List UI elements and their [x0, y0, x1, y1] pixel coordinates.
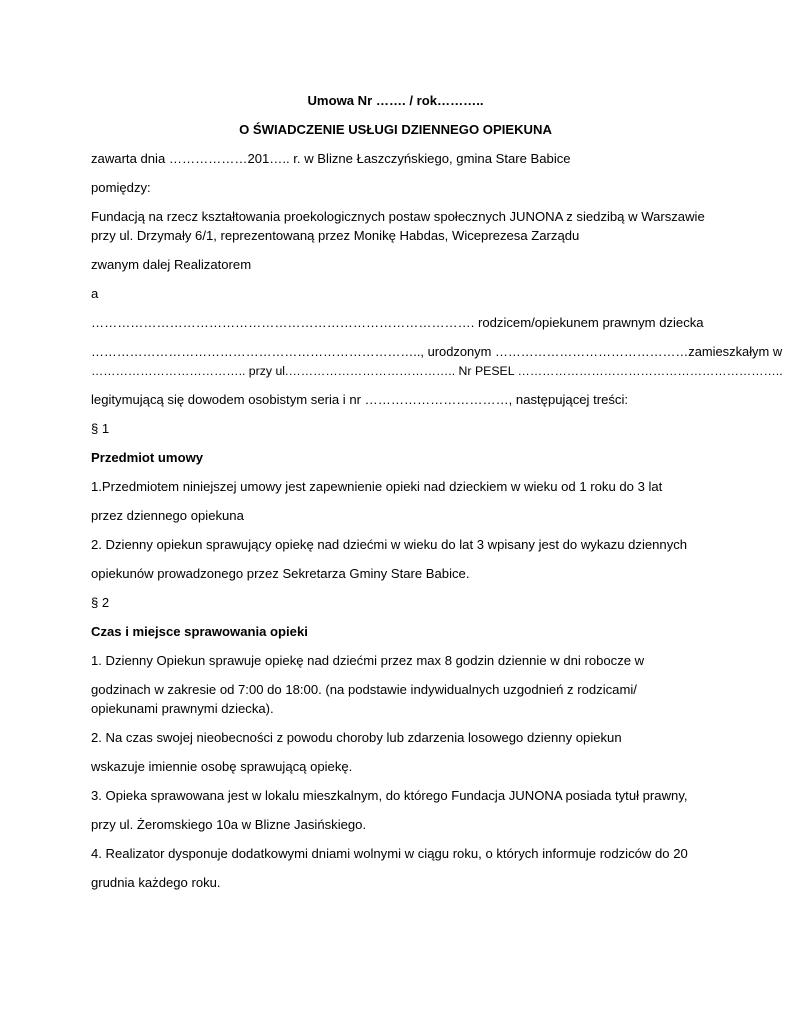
child-line1: ………………………………………………………………….., urodzonym ………………………………………zamieszkałym w [91, 344, 783, 359]
section2-p1-line2: godzinach w zakresie od 7:00 do 18:00. (na podstawie indywidualnych uzgodnień z rodzicami/ [91, 682, 637, 697]
document-title: Umowa Nr ……. / rok……….. [307, 93, 484, 108]
section2-p1-line1: 1. Dzienny Opiekun sprawuje opiekę nad dziećmi przez max 8 godzin dziennie w dni robocze w [91, 653, 645, 668]
id-document-line: legitymującą się dowodem osobistym seria i nr ……………………………, następującej treści: [91, 392, 629, 407]
section1-mark: § 1 [91, 421, 110, 436]
parent-line: ……………………………………………………………………………. rodzicem/opiekunem prawnym dziecka [91, 315, 704, 330]
party1-line2: przy ul. Drzymały 6/1, reprezentowaną przez Monikę Habdas, Wiceprezesa Zarządu [91, 228, 580, 243]
section2-p4-line1: 4. Realizator dysponuje dodatkowymi dniami wolnymi w ciągu roku, o których informuje rodziców do 20 [91, 846, 688, 861]
section1-p1-line1: 1.Przedmiotem niniejszej umowy jest zapewnienie opieki nad dzieckiem w wieku od 1 roku do 3 lat [91, 479, 663, 494]
and-label: a [91, 286, 99, 301]
section2-p3-line1: 3. Opieka sprawowana jest w lokalu mieszkalnym, do którego Fundacja JUNONA posiada tytuł prawny, [91, 788, 688, 803]
document-subtitle: O ŚWIADCZENIE USŁUGI DZIENNEGO OPIEKUNA [239, 122, 552, 137]
party1-line1: Fundacją na rzecz kształtowania proekologicznych postaw społecznych JUNONA z siedzibą w Warszawie [91, 209, 705, 224]
child-line2: ……………………………….. przy ul.………………………………….. Nr PESEL ……………………………………………………….. [91, 364, 783, 378]
section2-p3-line2: przy ul. Żeromskiego 10a w Blizne Jasińskiego. [91, 817, 367, 832]
section1-p1-line2: przez dziennego opiekuna [91, 508, 244, 523]
section1-p2-line2: opiekunów prowadzonego przez Sekretarza Gminy Stare Babice. [91, 566, 470, 581]
section2-mark: § 2 [91, 595, 110, 610]
contract-date-line: zawarta dnia ………………201….. r. w Blizne Łaszczyńskiego, gmina Stare Babice [91, 151, 571, 166]
section2-p2-line2: wskazuje imiennie osobę sprawującą opiekę. [91, 759, 353, 774]
section2-p2-line1: 2. Na czas swojej nieobecności z powodu choroby lub zdarzenia losowego dzienny opiekun [91, 730, 622, 745]
section1-heading: Przedmiot umowy [91, 450, 204, 465]
section1-p2-line1: 2. Dzienny opiekun sprawujący opiekę nad dziećmi w wieku do lat 3 wpisany jest do wykazu dziennych [91, 537, 688, 552]
section2-p1-line3: opiekunami prawnymi dziecka). [91, 701, 274, 716]
section2-heading: Czas i miejsce sprawowania opieki [91, 624, 308, 639]
between-label: pomiędzy: [91, 180, 151, 195]
realizator-line: zwanym dalej Realizatorem [91, 257, 252, 272]
section2-p4-line2: grudnia każdego roku. [91, 875, 221, 890]
